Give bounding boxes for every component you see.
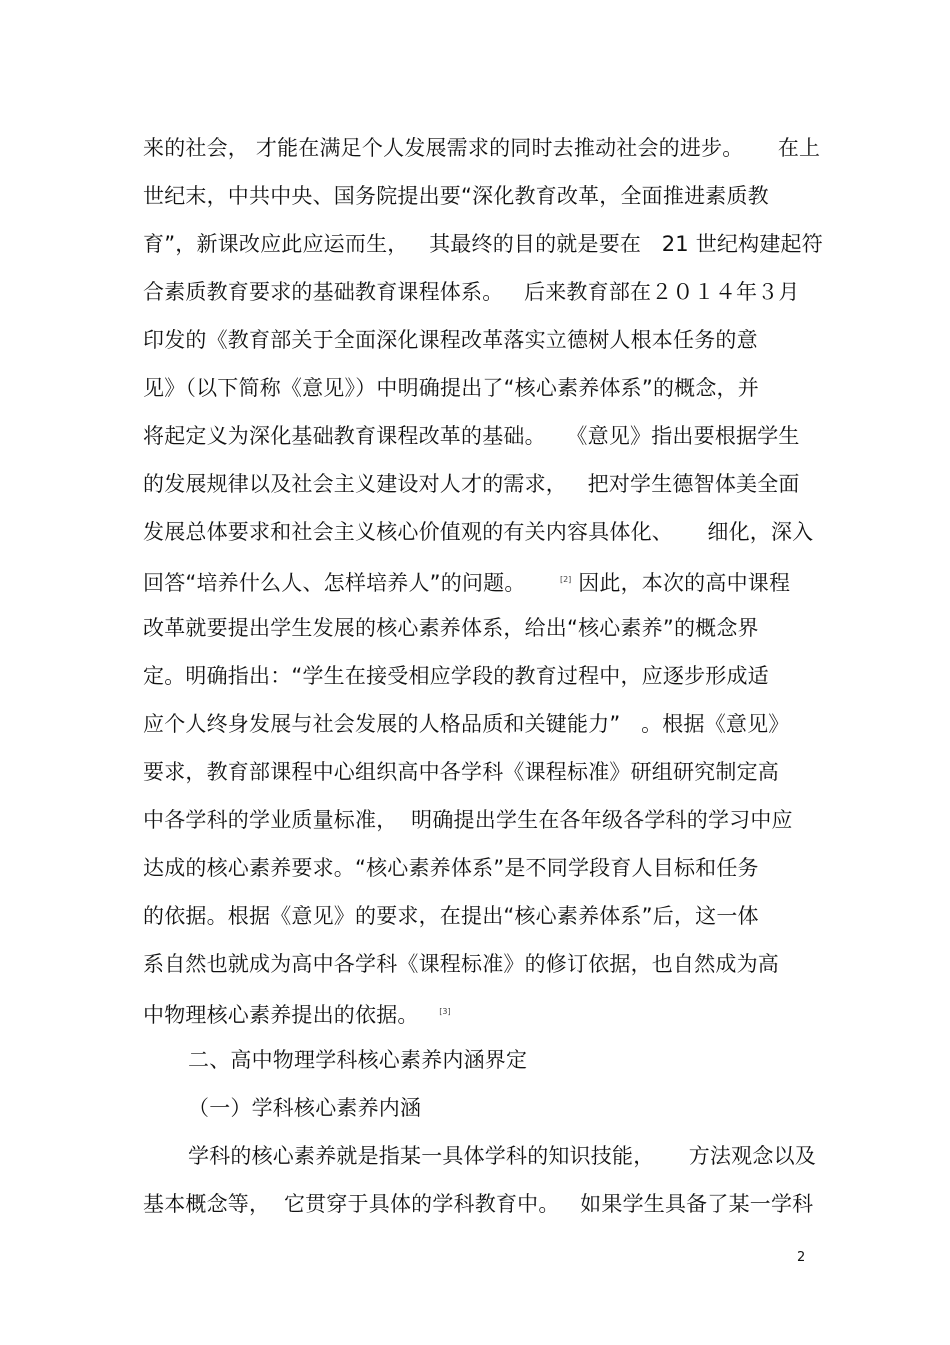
text-line: 的发展规律以及社会主义建设对人才的需求， 把对学生德智体美全面 <box>143 472 800 496</box>
text-line: 系自然也就成为高中各学科《课程标准》的修订依据，也自然成为高 <box>143 952 779 976</box>
text-line: 将起定义为深化基础教育课程改革的基础。 《意见》指出要根据学生 <box>143 424 800 448</box>
text-line: 达成的核心素养要求。“核心素养体系”是不同学段育人目标和任务 <box>143 856 759 880</box>
text-segment: 因此，本次的高中课程 <box>578 571 791 595</box>
page-number: 2 <box>797 1250 806 1265</box>
citation-marker: [2] <box>559 575 572 584</box>
section-heading: 二、高中物理学科核心素养内涵界定 <box>188 1048 528 1072</box>
text-line: 要求，教育部课程中心组织高中各学科《课程标准》研组研究制定高 <box>143 760 779 784</box>
text-line: 发展总体要求和社会主义核心价值观的有关内容具体化、 细化，深入 <box>143 520 814 544</box>
text-line: 印发的《教育部关于全面深化课程改革落实立德树人根本任务的意 <box>143 328 758 352</box>
text-segment: 回答“培养什么人、怎样培养人”的问题。 <box>143 571 526 595</box>
paragraph-line: 基本概念等， 它贯穿于具体的学科教育中。 如果学生具备了某一学科 <box>143 1192 814 1216</box>
subsection-heading: （一）学科核心素养内涵 <box>188 1096 422 1120</box>
text-line: 应个人终身发展与社会发展的人格品质和关键能力” 。根据《意见》 <box>143 712 790 736</box>
text-line-with-citation <box>143 997 451 1030</box>
text-line: 中各学科的学业质量标准， 明确提出学生在各年级各学科的学习中应 <box>143 808 793 832</box>
text-line: 定。明确指出：“学生在接受相应学段的教育过程中，应逐步形成适 <box>143 664 769 688</box>
text-segment: 中物理核心素养提出的依据。 <box>143 1003 419 1027</box>
paragraph-line: 学科的核心素养就是指某一具体学科的知识技能， 方法观念以及 <box>188 1144 816 1168</box>
text-line: 来的社会， 才能在满足个人发展需求的同时去推动社会的进步。 在上 <box>143 136 821 160</box>
text-line-with-citation <box>143 565 790 598</box>
text-line: 育”，新课改应此应运而生， 其最终的目的就是要在 21 世纪构建起符 <box>143 232 823 256</box>
text-line: 的依据。根据《意见》的要求，在提出“核心素养体系”后，这一体 <box>143 904 759 928</box>
text-line: 世纪末，中共中央、国务院提出要“深化教育改革，全面推进素质教 <box>143 184 769 208</box>
text-line: 改革就要提出学生发展的核心素养体系，给出“核心素养”的概念界 <box>143 616 759 640</box>
citation-marker: [3] <box>439 1007 451 1016</box>
text-line: 见》（以下简称《意见》）中明确提出了“核心素养体系”的概念，并 <box>143 376 759 400</box>
text-line: 合素质教育要求的基础教育课程体系。 后来教育部在２０１４年３月 <box>143 280 800 304</box>
